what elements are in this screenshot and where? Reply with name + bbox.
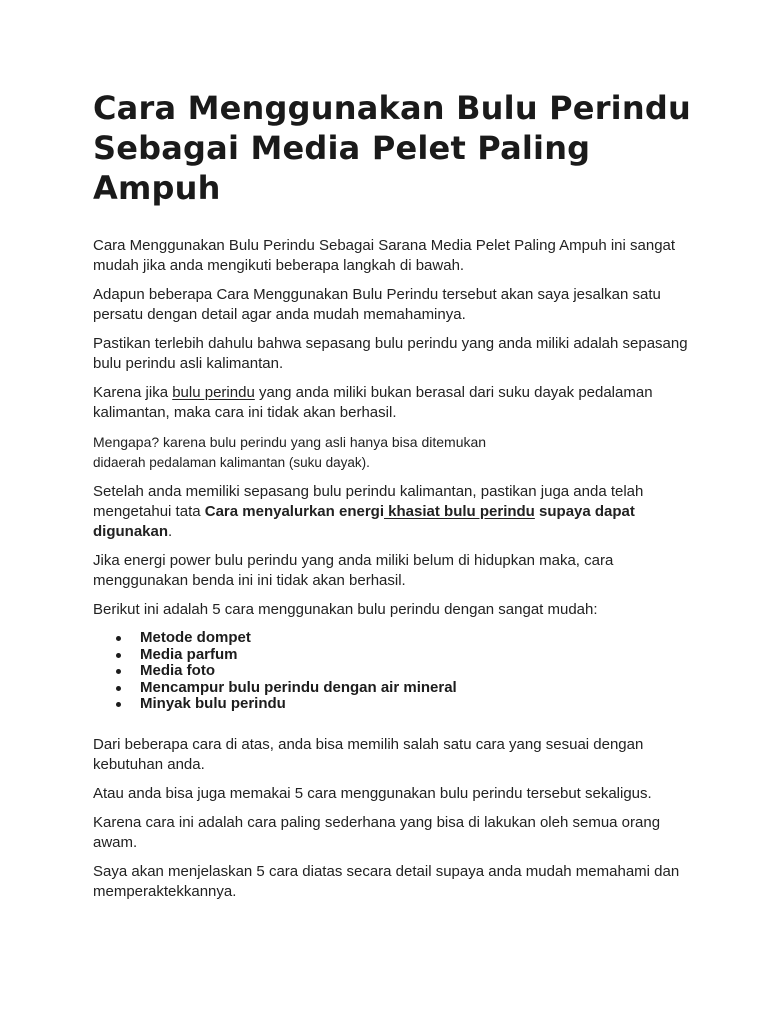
bulu-perindu-link[interactable]: bulu perindu bbox=[172, 384, 255, 401]
paragraph-simple: Karena cara ini adalah cara paling sederhana yang bisa di lakukan oleh semua orang awam. bbox=[93, 813, 661, 851]
bullet-icon bbox=[116, 702, 121, 707]
list-item: Minyak bulu perindu bbox=[116, 696, 693, 713]
list-item: Metode dompet bbox=[116, 630, 693, 647]
paragraph-origin: Karena jika bulu perindu yang anda miliki bukan berasal dari suku dayak pedalaman kalimantan, maka cara ini tidak akan berhasil. bbox=[93, 384, 653, 421]
paragraph-closing: Saya akan menjelaskan 5 cara diatas secara detail supaya anda mudah memahami dan memperaktekkannya. bbox=[93, 862, 680, 900]
paragraph-energy: Setelah anda memiliki sepasang bulu perindu kalimantan, pastikan juga anda telah mengetahui tata Cara menyalurkan energi khasiat bulu perindu supaya dapat digunakan. bbox=[93, 483, 644, 540]
paragraph-check-original: Pastikan terlebih dahulu bahwa sepasang bulu perindu yang anda miliki adalah sepasang bulu perindu asli kalimantan. bbox=[93, 335, 688, 372]
paragraph-power: Jika energi power bulu perindu yang anda miliki belum di hidupkan maka, cara menggunakan benda ini ini tidak akan berhasil. bbox=[93, 552, 614, 589]
list-item: Mencampur bulu perindu dengan air mineral bbox=[116, 680, 693, 697]
methods-list bbox=[93, 630, 693, 713]
bullet-icon bbox=[116, 653, 121, 658]
title-line-2: Sebagai Media Pelet Paling Ampuh bbox=[93, 129, 591, 207]
document-title bbox=[93, 88, 693, 208]
bullet-icon bbox=[116, 636, 121, 641]
paragraph-why: Mengapa? karena bulu perindu yang asli hanya bisa ditemukan didaerah pedalaman kalimantan (suku dayak). bbox=[93, 434, 487, 470]
paragraph-explain: Adapun beberapa Cara Menggunakan Bulu Perindu tersebut akan saya jesalkan satu persatu dengan detail agar anda mudah memahaminya. bbox=[93, 286, 661, 323]
paragraph-intro: Cara Menggunakan Bulu Perindu Sebagai Sarana Media Pelet Paling Ampuh ini sangat mudah jika anda mengikuti beberapa langkah di bawah. bbox=[93, 237, 676, 274]
document-body bbox=[93, 236, 693, 902]
bullet-icon bbox=[116, 669, 121, 674]
list-item: Media parfum bbox=[116, 647, 693, 664]
bullet-icon bbox=[116, 686, 121, 691]
document-page bbox=[93, 88, 693, 911]
title-line-1: Cara Menggunakan Bulu Perindu bbox=[93, 89, 691, 127]
paragraph-all-at-once: Atau anda bisa juga memakai 5 cara menggunakan bulu perindu tersebut sekaligus. bbox=[93, 784, 652, 802]
khasiat-bulu-perindu-link[interactable]: khasiat bulu perindu bbox=[384, 503, 535, 520]
list-item: Media foto bbox=[116, 663, 693, 680]
paragraph-choose: Dari beberapa cara di atas, anda bisa memilih salah satu cara yang sesuai dengan kebutuhan anda. bbox=[93, 735, 644, 773]
paragraph-list-intro: Berikut ini adalah 5 cara menggunakan bulu perindu dengan sangat mudah: bbox=[93, 601, 598, 618]
